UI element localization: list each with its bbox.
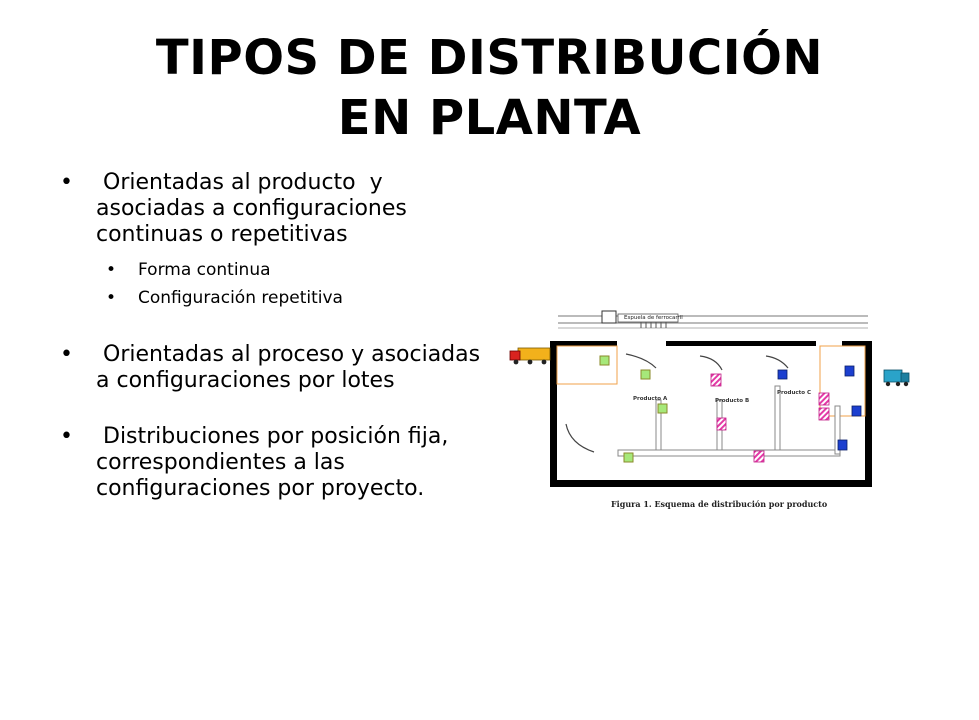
title-line-1: TIPOS DE DISTRIBUCIÓN bbox=[155, 30, 824, 86]
bullet-dot-icon: • bbox=[60, 342, 73, 367]
product-b-label: Producto B bbox=[715, 398, 750, 404]
sub-bullet-text: Configuración repetitiva bbox=[138, 288, 343, 308]
sub-bullet-text: Forma continua bbox=[138, 260, 271, 280]
product-a-label: Producto A bbox=[633, 396, 668, 402]
layout-diagram bbox=[496, 296, 930, 514]
outgoing-truck-icon bbox=[884, 370, 909, 386]
product-c-label: Producto C bbox=[777, 390, 811, 396]
sub-bullet-dot-icon: • bbox=[106, 288, 117, 308]
bullet-list bbox=[60, 170, 490, 532]
bullet-item-fixed-position bbox=[60, 424, 490, 502]
title-line-2: EN PLANTA bbox=[337, 90, 642, 146]
bullet-text: Orientadas al producto y asociadas a configuraciones continuas o repetitivas bbox=[96, 170, 414, 247]
figure-caption: Figura 1. Esquema de distribución por producto bbox=[611, 499, 828, 509]
bullet-text: Orientadas al proceso y asociadas a configuraciones por lotes bbox=[96, 342, 488, 393]
shipping-area bbox=[820, 346, 865, 416]
sub-bullet-list bbox=[96, 256, 490, 312]
rail-label: Espuela de ferrocarril bbox=[624, 315, 683, 321]
bullet-item-product bbox=[60, 170, 490, 312]
bullet-dot-icon: • bbox=[60, 424, 73, 449]
sub-bullet-item bbox=[96, 256, 490, 284]
plant-layout-svg bbox=[496, 296, 930, 514]
flow-arrows bbox=[566, 354, 788, 452]
incoming-truck-icon bbox=[510, 348, 550, 364]
slide-title bbox=[0, 28, 979, 148]
sub-bullet-dot-icon: • bbox=[106, 260, 117, 280]
bullet-dot-icon: • bbox=[60, 170, 73, 195]
magenta-workstations bbox=[711, 374, 829, 462]
bullet-item-process bbox=[60, 342, 490, 394]
sub-bullet-item bbox=[96, 284, 490, 312]
bullet-text: Distribuciones por posición fija, correspondientes a las configuraciones por proyecto. bbox=[96, 424, 456, 501]
